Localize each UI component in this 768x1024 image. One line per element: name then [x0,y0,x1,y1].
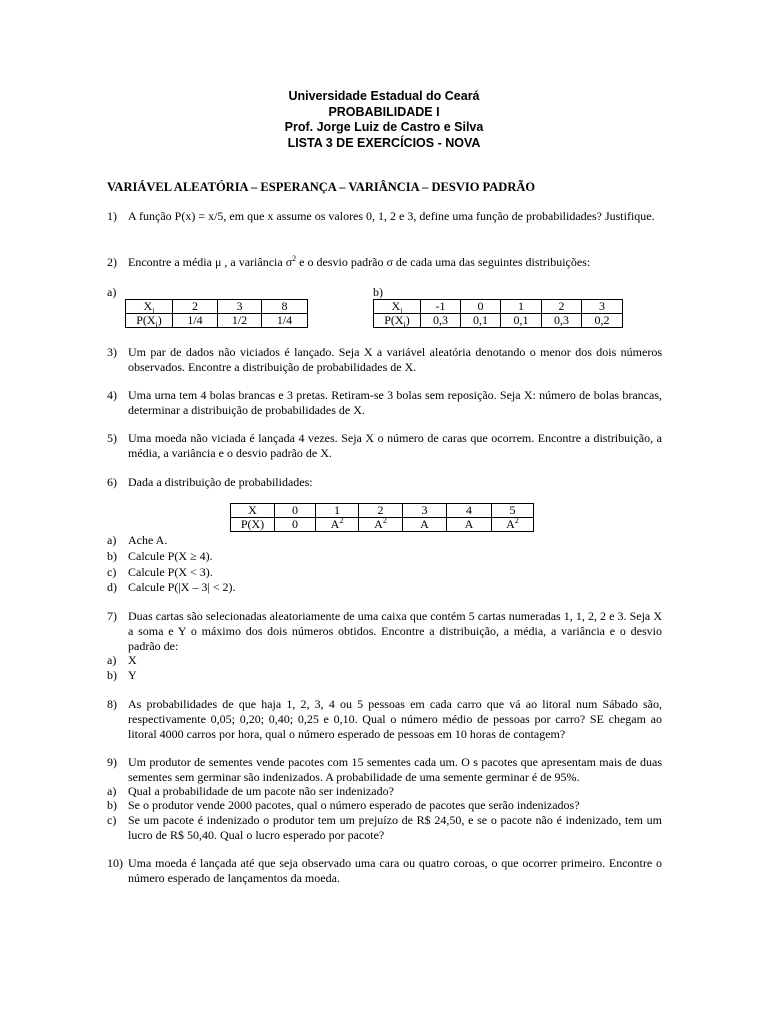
sub-item-label: a) [107,533,117,547]
table-cell: $A^2$ [359,518,403,532]
question-1 [107,209,662,224]
question-text: Uma moeda não viciada é lançada 4 vezes. Seja X o número de caras que ocorrem. Encontre a distribuição, a média, a variância e o desvio padrão de X. [128,431,662,460]
question-text [128,255,662,270]
table-cell: $A^2$ [492,518,534,532]
table-cell: 1/2 [218,314,262,328]
university-name: Universidade Estadual do Ceará [288,89,480,103]
table-cell: 0 [275,518,316,532]
sub-item-text: Calcule P(X < 3). [128,565,213,579]
question-4 [107,388,662,418]
sub-item-text: Qual a probabilidade de um pacote não ser indenizado? [128,784,394,798]
question-text: Um par de dados não viciados é lançado. Seja X a variável aleatória denotando o menor dos dois números observados. Encontre a distribuição de probabilidades de X. [128,345,662,374]
sub-item-text: X [128,653,137,667]
table-row [374,300,623,314]
table-cell: -1 [421,300,461,314]
sub-item-text: Se um pacote é indenizado o produtor tem um prejuízo de R$ 24,50, e se o pacote não é indenizado, tem um lucro de R$ 50,40. Qual o lucro esperado por pacote? [128,813,662,842]
sub-item-label: b) [107,798,117,812]
table-row [231,518,534,532]
sub-item [107,798,662,813]
table-header-cell: $X_i$ [374,300,421,314]
distribution-table-a [125,299,308,328]
table-cell: A [403,518,447,532]
table-cell: 2 [173,300,218,314]
sub-item-text: Ache A. [128,533,168,547]
question-10 [107,856,662,886]
question-text-part: e o desvio padrão σ de cada uma das seguintes distribuições: [296,255,591,269]
question-number: 8) [107,697,117,711]
table-cell: 8 [262,300,308,314]
table-cell: 0,1 [461,314,501,328]
sub-item [107,813,662,843]
question-number: 3) [107,345,117,359]
table-cell: 1/4 [173,314,218,328]
sub-item-text: Y [128,668,137,682]
question-number: 2) [107,255,117,269]
distribution-table-6 [230,503,534,532]
table-cell: 3 [403,504,447,518]
table-b-label: b) [373,285,383,299]
sub-item-label: c) [107,813,117,827]
list-title: LISTA 3 DE EXERCÍCIOS - NOVA [287,135,481,150]
sub-item [107,668,662,683]
question-number: 7) [107,609,117,623]
sub-item-text: Calcule P(|X – 3| < 2). [128,580,236,594]
question-6 [107,475,662,490]
sub-item [107,653,662,668]
table-a-label: a) [107,285,117,299]
question-number: 4) [107,388,117,402]
professor-name: Prof. Jorge Luiz de Castro e Silva [284,120,484,134]
question-number: 10) [107,856,123,870]
table-header-cell: $X_i$ [126,300,173,314]
question-text-part: Encontre a média μ , a variância σ [128,255,293,269]
question-text: Uma moeda é lançada até que seja observado uma cara ou quatro coroas, o que ocorrer primeiro. Encontre o número esperado de lançamentos da moeda. [128,856,662,885]
question-number: 1) [107,209,117,223]
sub-item-text: Se o produtor vende 2000 pacotes, qual o número esperado de pacotes que serão indenizados? [128,798,580,812]
table-cell: A [447,518,492,532]
question-8 [107,697,662,742]
table-row [126,314,308,328]
question-text: Duas cartas são selecionadas aleatoriamente de uma caixa que contém 5 cartas numeradas 1, 1, 2, 2 e 3. Seja X a soma e Y o máximo dos dois números obtidos. Encontre a distribuição, a média, a variância e o desvio padrão de: [128,609,662,653]
sub-item-label: a) [107,784,117,798]
question-text: As probabilidades de que haja 1, 2, 3, 4 ou 5 pessoas em cada carro que vá ao litoral num Sábado são, respectivamente 0,05; 0,20; 0,40; 0,25 e 0,10. Qual o número médio de pessoas por carro? SE chegam ao litoral 4000 carros por hora, qual o número esperado de pessoas em 10 horas de contagem? [128,697,662,741]
table-cell: 1 [501,300,542,314]
sub-item [107,580,662,595]
table-row [126,300,308,314]
table-cell: 4 [447,504,492,518]
table-header-cell: P(X) [231,518,275,532]
question-2 [107,255,662,270]
sub-item [107,565,662,580]
table-cell: 0,1 [501,314,542,328]
table-cell: 5 [492,504,534,518]
question-number: 9) [107,755,117,769]
question-7 [107,609,662,654]
table-cell: 2 [359,504,403,518]
sub-item [107,784,662,799]
table-cell: 0,3 [542,314,582,328]
question-3 [107,345,662,375]
sub-item [107,533,662,548]
table-cell: $A^2$ [316,518,359,532]
question-number: 6) [107,475,117,489]
table-cell: 0 [275,504,316,518]
document-header [0,89,768,151]
sub-item-label: d) [107,580,117,594]
table-cell: 0 [461,300,501,314]
question-text: Dada a distribuição de probabilidades: [128,475,313,489]
superscript: 2 [292,254,297,263]
table-header-cell: $P(X_i)$ [126,314,173,328]
sub-item [107,549,662,564]
question-text: Um produtor de sementes vende pacotes com 15 sementes cada um. O s pacotes que apresentam mais de duas sementes sem germinar são indenizados. A probabilidade de uma semente germinar é de 95%. [128,755,662,784]
question-text: Uma urna tem 4 bolas brancas e 3 pretas. Retiram-se 3 bolas sem reposição. Seja X: número de bolas brancas, determinar a distribuição de probabilidades de X. [128,388,662,417]
table-cell: 1/4 [262,314,308,328]
table-cell: 0,3 [421,314,461,328]
course-name: PROBABILIDADE I [328,104,440,119]
table-header-cell: $P(X_i)$ [374,314,421,328]
sub-item-text: Calcule P(X ≥ 4). [128,549,213,563]
table-cell: 3 [218,300,262,314]
table-cell: 3 [582,300,623,314]
question-5 [107,431,662,461]
table-row [374,314,623,328]
table-cell: 0,2 [582,314,623,328]
sub-item-label: a) [107,653,117,667]
table-header-cell: X [231,504,275,518]
sub-item-label: c) [107,565,117,579]
sub-item-label: b) [107,668,117,682]
question-number: 5) [107,431,117,445]
sub-item-label: b) [107,549,117,563]
section-title: VARIÁVEL ALEATÓRIA – ESPERANÇA – VARIÂNCIA – DESVIO PADRÃO [107,180,536,194]
table-cell: 2 [542,300,582,314]
distribution-table-b [373,299,623,328]
table-cell: 1 [316,504,359,518]
question-9 [107,755,662,785]
question-text: A função P(x) = x/5, em que x assume os valores 0, 1, 2 e 3, define uma função de probabilidades? Justifique. [128,209,655,223]
